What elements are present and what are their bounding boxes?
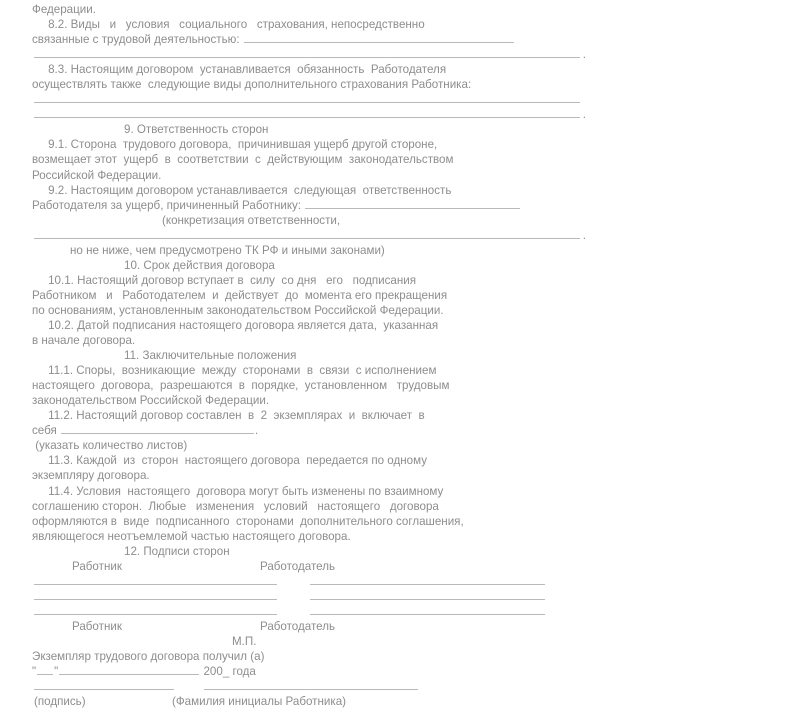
receipt-date-line xyxy=(32,664,580,679)
signature-rules-row-1[interactable] xyxy=(32,574,580,589)
paragraph-continued: Федерации. xyxy=(32,3,96,16)
label-employee-name: (Фамилия инициалы Работника) xyxy=(172,695,347,709)
receipt-signature-rule[interactable] xyxy=(34,689,174,690)
date-day-blank[interactable] xyxy=(37,665,53,675)
date-month-blank[interactable] xyxy=(59,665,199,675)
clause-11-4-line-2: соглашению сторон. Любые изменения условий настоящего договора xyxy=(32,499,439,513)
clause-8-2-text: связанные с трудовой деятельностью: xyxy=(32,33,243,47)
rule[interactable] xyxy=(34,57,580,58)
clause-11-1-line-2: настоящего договора, разрешаются в порядке, установленном трудовым xyxy=(32,379,450,393)
clause-10-2-line-2: в начале договора. xyxy=(32,334,136,348)
receipt-labels xyxy=(32,694,580,709)
clause-11-3-line-2: экземпляру договора. xyxy=(32,469,150,483)
clause-11-2-text: себя xyxy=(32,424,60,438)
clause-10-1-line-2: Работником и Работодателем и действует до момента его прекращения xyxy=(32,288,448,302)
fill-in-blank-11-2[interactable] xyxy=(61,424,254,434)
rule[interactable] xyxy=(34,102,580,103)
stamp-label: М.П. xyxy=(232,634,257,648)
signature-rule-employer-1[interactable] xyxy=(310,584,545,585)
clause-11-1-line-3: законодательством Российской Федерации. xyxy=(32,394,270,408)
receipt-name-rule[interactable] xyxy=(204,689,418,690)
signature-label-employee-bottom: Работник xyxy=(72,619,122,633)
clause-9-2-line-2 xyxy=(32,198,580,213)
date-year-text: 200_ года xyxy=(200,665,256,679)
clause-9-2-line-1: 9.2. Настоящим договором устанавливается следующая ответственность xyxy=(32,183,452,197)
clause-9-1-line-1: 9.1. Сторона трудового договора, причинившая ущерб другой стороне, xyxy=(32,138,438,152)
clause-9-1-line-2: возмещает этот ущерб в соответствии с действующим законодательством xyxy=(32,153,454,167)
section-heading-11: 11. Заключительные положения xyxy=(124,349,297,363)
signature-rules-row-3[interactable] xyxy=(32,604,580,619)
signature-labels-bottom xyxy=(32,619,580,634)
fill-in-blank-8-3-line-1[interactable] xyxy=(32,92,580,107)
signature-rule-employee-3[interactable] xyxy=(34,614,277,615)
signature-rule-employer-3[interactable] xyxy=(310,614,545,615)
period-mark: . xyxy=(582,228,586,242)
clause-11-2-line-2 xyxy=(32,423,580,438)
clause-9-2-text: Работодателя за ущерб, причиненный Работнику: xyxy=(32,198,305,212)
section-heading-12: 12. Подписи сторон xyxy=(124,544,230,558)
clause-11-2-note: (указать количество листов) xyxy=(32,439,188,453)
clause-11-4-line-4: являющегося неотъемлемой частью настоящего договора. xyxy=(32,529,351,543)
clause-9-2-note-2 xyxy=(32,243,580,258)
clause-10-1-line-1: 10.1. Настоящий договор вступает в силу со дня его подписания xyxy=(32,273,417,287)
fill-in-blank-9-2-continued[interactable] xyxy=(32,228,586,243)
clause-8-2-line-2 xyxy=(32,32,580,47)
section-heading-10: 10. Срок действия договора xyxy=(124,258,275,272)
quote-open: " xyxy=(32,665,37,679)
clause-11-2-line-1: 11.2. Настоящий договор составлен в 2 экземплярах и включает в xyxy=(32,409,425,423)
period-mark: . xyxy=(582,48,586,62)
clause-10-1-line-3: по основаниям, установленным законодательством Российской Федерации. xyxy=(32,303,444,317)
section-heading-9: 9. Ответственность сторон xyxy=(124,123,269,137)
signature-labels-top xyxy=(32,559,580,574)
signature-rule-employer-2[interactable] xyxy=(310,599,545,600)
signature-label-employee-top: Работник xyxy=(72,559,122,573)
signature-label-employer-bottom: Работодатель xyxy=(260,619,336,633)
fill-in-blank-8-2[interactable] xyxy=(244,33,514,43)
clause-9-1-line-3: Российской Федерации. xyxy=(32,168,162,182)
quote-close: " xyxy=(54,665,59,679)
clause-11-1-line-1: 11.1. Споры, возникающие между сторонами в связи с исполнением xyxy=(32,364,437,378)
period-mark: . xyxy=(582,108,586,122)
clause-11-4-line-1: 11.4. Условия настоящего договора могут быть изменены по взаимному xyxy=(32,484,444,498)
period-mark: . xyxy=(255,424,259,438)
signature-rule-employee-1[interactable] xyxy=(34,584,277,585)
label-signature: (подпись) xyxy=(34,695,86,709)
document-body xyxy=(32,2,586,709)
rule[interactable] xyxy=(34,117,580,118)
clause-11-3-line-1: 11.3. Каждой из сторон настоящего договора передается по одному xyxy=(32,454,428,468)
rule[interactable] xyxy=(34,238,580,239)
receipt-signature-rules[interactable] xyxy=(32,679,580,694)
fill-in-blank-9-2[interactable] xyxy=(305,199,520,209)
clause-8-3-line-1: 8.3. Настоящим договором устанавливается обязанность Работодателя xyxy=(32,63,447,77)
clause-11-4-line-3: оформляются в виде подписанного сторонами дополнительного соглашения, xyxy=(32,514,464,528)
fill-in-blank-8-3-line-2[interactable] xyxy=(32,107,586,122)
clause-8-2-line-1: 8.2. Виды и условия социального страхования, непосредственно xyxy=(32,18,425,32)
clause-10-2-line-1: 10.2. Датой подписания настоящего договора является дата, указанная xyxy=(32,318,439,332)
signature-rules-row-2[interactable] xyxy=(32,589,580,604)
note-text: но не ниже, чем предусмотрено ТК РФ и иными законами) xyxy=(70,243,385,257)
signature-label-employer-top: Работодатель xyxy=(260,559,336,573)
receipt-statement: Экземпляр трудового договора получил (а) xyxy=(32,650,265,664)
clause-9-2-note-1: (конкретизация ответственности, xyxy=(162,213,341,227)
clause-8-3-line-2: осуществлять также следующие виды дополнительного страхования Работника: xyxy=(32,78,472,92)
signature-rule-employee-2[interactable] xyxy=(34,599,277,600)
fill-in-blank-8-2-continued[interactable] xyxy=(32,47,586,62)
